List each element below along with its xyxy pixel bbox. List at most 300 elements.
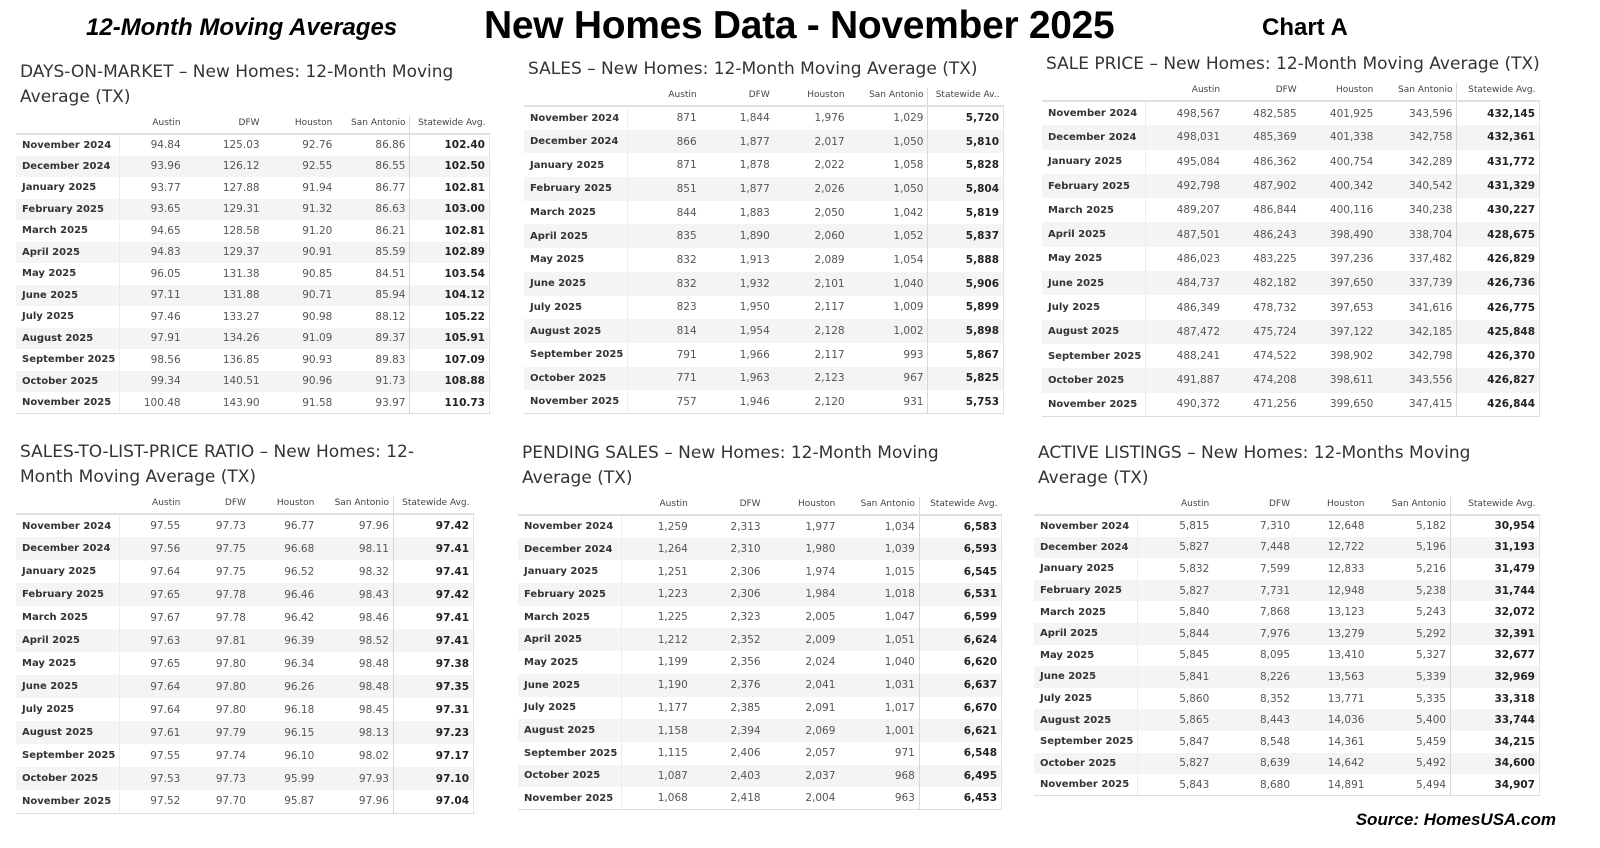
- metro-value: 851: [628, 177, 701, 201]
- chart-label: Chart A: [1262, 14, 1348, 41]
- metro-value: 757: [628, 390, 701, 414]
- metro-value: 2,128: [774, 319, 849, 343]
- metro-value: 86.77: [375, 181, 406, 194]
- metro-value: 1,878: [739, 159, 770, 172]
- metro-value: 2,050: [814, 206, 845, 219]
- table-row: [16, 537, 474, 560]
- statewide-value: 432,361: [1457, 125, 1540, 149]
- metro-value: 1,877: [701, 177, 774, 201]
- month-label: May 2025: [1034, 645, 1138, 667]
- metro-value: 2,306: [692, 583, 765, 606]
- table-row: [524, 153, 1004, 177]
- month-label: July 2025: [1042, 295, 1146, 319]
- metro-value: 97.73: [215, 520, 246, 532]
- metro-value: 5,841: [1138, 666, 1213, 688]
- metro-value: 474,522: [1253, 350, 1297, 363]
- metro-value: 97.78: [215, 611, 246, 624]
- metro-value: 498,567: [1176, 107, 1221, 120]
- metro-value: 14,361: [1327, 735, 1365, 748]
- metro-value: 128.58: [222, 224, 260, 237]
- metro-value: 871: [676, 112, 697, 125]
- metro-value: 2,060: [774, 224, 849, 248]
- metro-value: 13,123: [1327, 606, 1365, 619]
- month-label: October 2025: [1034, 753, 1138, 775]
- statewide-value: 97.10: [393, 767, 473, 790]
- metro-value: 993: [903, 348, 924, 361]
- table-row: [16, 285, 490, 307]
- metro-value: 8,548: [1259, 735, 1291, 748]
- metro-value: 478,732: [1253, 301, 1297, 314]
- statewide-value: 32,677: [1451, 645, 1540, 667]
- metro-value: 1,015: [884, 565, 915, 578]
- month-label: November 2024: [524, 106, 628, 130]
- table-row: [16, 744, 474, 767]
- table-row: [1034, 515, 1540, 537]
- table-header-row: [16, 116, 490, 134]
- metro-value: 134.26: [185, 328, 264, 350]
- statewide-value: 97.35: [393, 675, 473, 698]
- statewide-value: 32,072: [1451, 601, 1540, 623]
- metro-value: 126.12: [185, 156, 264, 178]
- metro-value: 398,490: [1301, 222, 1378, 246]
- metro-value: 96.52: [284, 565, 315, 578]
- table-row: [1042, 174, 1540, 198]
- metro-value: 5,459: [1416, 735, 1447, 748]
- metro-value: 133.27: [222, 310, 260, 323]
- metro-value: 844: [676, 206, 697, 219]
- sale-price-table: [1042, 83, 1540, 417]
- metro-value: 86.86: [375, 139, 406, 152]
- column-header: Houston: [765, 497, 840, 515]
- month-label: November 2024: [16, 134, 120, 156]
- table-row: [16, 721, 474, 744]
- metro-value: 96.15: [250, 721, 318, 744]
- metro-value: 96.42: [284, 611, 315, 624]
- statewide-value: 6,624: [919, 628, 1001, 651]
- metro-value: 1,054: [893, 253, 924, 266]
- month-label: May 2025: [524, 248, 628, 272]
- metro-value: 97.55: [150, 520, 181, 532]
- table-row: [1042, 247, 1540, 271]
- metro-value: 97.11: [120, 285, 185, 307]
- pending-sales-title: PENDING SALES – New Homes: 12-Month Moving Average (TX): [522, 443, 939, 488]
- statewide-value: 426,829: [1457, 247, 1540, 271]
- metro-value: 2,022: [814, 159, 845, 172]
- metro-value: 498,031: [1146, 125, 1224, 149]
- metro-value: 14,642: [1294, 753, 1368, 775]
- metro-value: 5,292: [1368, 623, 1450, 645]
- month-label: May 2025: [16, 652, 120, 675]
- month-label: November 2024: [16, 514, 120, 537]
- statewide-value: 102.81: [410, 177, 490, 199]
- metro-value: 1,977: [805, 520, 836, 533]
- month-label: January 2025: [1034, 558, 1138, 580]
- metro-value: 2,306: [730, 565, 761, 578]
- table-row: [518, 719, 1002, 742]
- metro-value: 5,827: [1138, 753, 1213, 775]
- sale-price-title: SALE PRICE – New Homes: 12-Month Moving Average (TX): [1046, 54, 1540, 74]
- month-label: August 2025: [1034, 709, 1138, 731]
- month-label: November 2024: [518, 515, 622, 538]
- statewide-value: 33,744: [1451, 709, 1540, 731]
- month-label: October 2025: [16, 767, 120, 790]
- metro-value: 871: [676, 159, 697, 172]
- month-label: April 2025: [1042, 222, 1146, 246]
- metro-value: 1,029: [893, 112, 924, 125]
- metro-value: 1,058: [893, 159, 924, 172]
- statewide-value: 426,775: [1457, 295, 1540, 319]
- metro-value: 92.55: [264, 156, 337, 178]
- metro-value: 1,052: [849, 224, 928, 248]
- month-label: June 2025: [16, 675, 120, 698]
- month-label: January 2025: [16, 177, 120, 199]
- metro-value: 131.88: [185, 285, 264, 307]
- statewide-value: 426,827: [1457, 368, 1540, 392]
- month-label: July 2025: [16, 698, 120, 721]
- month-label: November 2025: [16, 392, 120, 414]
- table-row: [16, 629, 474, 652]
- metro-value: 97.75: [184, 537, 250, 560]
- table-row: [1034, 580, 1540, 602]
- table-row: [16, 177, 490, 199]
- metro-value: 2,101: [774, 272, 849, 296]
- table-row: [1034, 601, 1540, 623]
- table-row: [1034, 753, 1540, 775]
- metro-value: 1,009: [893, 301, 924, 314]
- metro-value: 2,376: [692, 674, 765, 697]
- metro-value: 1,225: [657, 611, 688, 624]
- statewide-value: 5,720: [928, 106, 1004, 130]
- metro-value: 1,068: [622, 787, 692, 810]
- metro-value: 96.77: [284, 520, 315, 532]
- metro-value: 485,369: [1224, 125, 1301, 149]
- metro-value: 7,310: [1259, 520, 1291, 533]
- metro-value: 7,731: [1213, 580, 1294, 602]
- metro-value: 814: [628, 319, 701, 343]
- metro-value: 1,047: [884, 611, 915, 624]
- month-label: June 2025: [524, 272, 628, 296]
- month-label: December 2024: [1042, 125, 1146, 149]
- table-row: [16, 514, 474, 537]
- table-row: [1034, 623, 1540, 645]
- metro-value: 963: [839, 787, 919, 810]
- metro-value: 5,243: [1416, 606, 1447, 619]
- statewide-value: 425,848: [1457, 320, 1540, 344]
- table-row: [524, 130, 1004, 154]
- metro-value: 97.80: [215, 657, 246, 670]
- metro-value: 90.71: [264, 285, 337, 307]
- metro-value: 2,313: [730, 520, 761, 533]
- metro-value: 1,264: [622, 538, 692, 561]
- month-label: November 2025: [16, 790, 120, 813]
- month-label: August 2025: [16, 721, 120, 744]
- metro-value: 342,798: [1409, 350, 1453, 363]
- metro-value: 5,238: [1368, 580, 1450, 602]
- statewide-value: 97.41: [393, 606, 473, 629]
- table-row: [1034, 645, 1540, 667]
- metro-value: 1,984: [765, 583, 840, 606]
- metro-value: 96.39: [250, 629, 318, 652]
- statewide-value: 6,495: [919, 765, 1001, 788]
- statewide-value: 108.88: [410, 371, 490, 393]
- metro-value: 342,185: [1377, 320, 1457, 344]
- column-header: Houston: [1294, 497, 1368, 515]
- metro-value: 5,847: [1179, 735, 1210, 748]
- statewide-value: 5,810: [928, 130, 1004, 154]
- statewide-value: 5,828: [928, 153, 1004, 177]
- statewide-value: 97.41: [393, 537, 473, 560]
- table-header-row: [524, 88, 1004, 106]
- metro-value: 337,482: [1409, 252, 1453, 265]
- metro-value: 1,051: [839, 628, 919, 651]
- statewide-value: 34,600: [1451, 753, 1540, 775]
- column-header: Statewide Avg.: [410, 116, 490, 134]
- metro-value: 1,040: [849, 272, 928, 296]
- metro-value: 2,310: [692, 538, 765, 561]
- metro-value: 486,844: [1253, 204, 1297, 217]
- month-label: August 2025: [1042, 320, 1146, 344]
- metro-value: 1,018: [839, 583, 919, 606]
- month-label: June 2025: [1042, 271, 1146, 295]
- column-header: Statewide Avg.: [393, 496, 473, 514]
- metro-value: 484,737: [1146, 271, 1224, 295]
- month-label: December 2024: [1034, 537, 1138, 559]
- month-label: December 2024: [16, 537, 120, 560]
- sales-to-list-ratio-title: SALES-TO-LIST-PRICE RATIO – New Homes: 12-Month Moving Average (TX): [20, 442, 414, 487]
- metro-value: 97.65: [150, 657, 181, 670]
- table-row: [1042, 295, 1540, 319]
- metro-value: 91.32: [264, 199, 337, 221]
- metro-value: 97.55: [150, 749, 181, 762]
- metro-value: 338,704: [1377, 222, 1457, 246]
- row-label-header: [1042, 83, 1146, 101]
- column-header: Statewide Avg.: [1457, 83, 1540, 101]
- metro-value: 97.81: [184, 629, 250, 652]
- month-label: June 2025: [1034, 666, 1138, 688]
- metro-value: 347,415: [1377, 393, 1457, 417]
- month-label: February 2025: [1034, 580, 1138, 602]
- metro-value: 2,117: [814, 348, 845, 361]
- metro-value: 5,492: [1368, 753, 1450, 775]
- table-row: [16, 349, 490, 371]
- month-label: November 2025: [518, 787, 622, 810]
- metro-value: 340,542: [1377, 174, 1457, 198]
- table-row: [524, 106, 1004, 130]
- table-row: [1034, 688, 1540, 710]
- metro-value: 13,410: [1327, 649, 1365, 662]
- table-row: [16, 328, 490, 350]
- metro-value: 400,754: [1329, 155, 1374, 168]
- table-row: [1042, 101, 1540, 125]
- metro-value: 492,798: [1146, 174, 1224, 198]
- row-label-header: [16, 116, 120, 134]
- metro-value: 2,005: [805, 611, 836, 624]
- column-header: DFW: [692, 497, 765, 515]
- statewide-value: 102.81: [410, 220, 490, 242]
- statewide-value: 6,548: [919, 742, 1001, 765]
- month-label: April 2025: [16, 242, 120, 264]
- metro-value: 2,009: [765, 628, 840, 651]
- month-label: April 2025: [524, 224, 628, 248]
- metro-value: 90.98: [302, 310, 333, 323]
- metro-value: 2,385: [730, 701, 761, 714]
- table-row: [518, 651, 1002, 674]
- metro-value: 343,596: [1409, 107, 1453, 120]
- row-label-header: [518, 497, 622, 515]
- metro-value: 1,199: [657, 656, 688, 669]
- metro-value: 12,722: [1294, 537, 1368, 559]
- metro-value: 97.80: [215, 703, 246, 716]
- month-label: August 2025: [16, 328, 120, 350]
- month-label: September 2025: [1042, 344, 1146, 368]
- active-listings-title: ACTIVE LISTINGS – New Homes: 12-Months Moving Average (TX): [1038, 443, 1471, 488]
- month-label: June 2025: [518, 674, 622, 697]
- statewide-value: 97.41: [393, 560, 473, 583]
- table-row: [16, 675, 474, 698]
- metro-value: 98.43: [318, 583, 393, 606]
- table-row: [518, 628, 1002, 651]
- metro-value: 5,339: [1368, 666, 1450, 688]
- metro-value: 5,860: [1179, 692, 1210, 705]
- metro-value: 95.87: [250, 790, 318, 813]
- table-row: [1042, 393, 1540, 417]
- table-row: [524, 272, 1004, 296]
- metro-value: 13,279: [1294, 623, 1368, 645]
- metro-value: 97.93: [318, 767, 393, 790]
- statewide-value: 103.54: [410, 263, 490, 285]
- metro-value: 91.94: [302, 181, 333, 194]
- metro-value: 1,976: [814, 112, 845, 125]
- metro-value: 5,335: [1416, 692, 1447, 705]
- metro-value: 343,556: [1377, 368, 1457, 392]
- sales-panel: [524, 57, 1004, 414]
- metro-value: 5,815: [1179, 520, 1210, 533]
- pending-sales-table: [518, 497, 1002, 810]
- metro-value: 337,739: [1377, 271, 1457, 295]
- metro-value: 399,650: [1301, 393, 1378, 417]
- column-header: Houston: [774, 88, 849, 106]
- table-row: [16, 767, 474, 790]
- table-row: [1034, 709, 1540, 731]
- month-label: May 2025: [1042, 247, 1146, 271]
- table-row: [524, 367, 1004, 391]
- statewide-value: 107.09: [410, 349, 490, 371]
- metro-value: 2,004: [765, 787, 840, 810]
- source-credit: Source: HomesUSA.com: [1355, 810, 1556, 829]
- metro-value: 97.52: [120, 790, 185, 813]
- month-label: May 2025: [518, 651, 622, 674]
- metro-value: 7,448: [1213, 537, 1294, 559]
- month-label: October 2025: [16, 371, 120, 393]
- metro-value: 342,758: [1377, 125, 1457, 149]
- metro-value: 13,771: [1327, 692, 1365, 705]
- statewide-value: 97.42: [393, 514, 473, 537]
- metro-value: 1,913: [739, 253, 770, 266]
- metro-value: 835: [628, 224, 701, 248]
- month-label: November 2025: [524, 390, 628, 414]
- metro-value: 1,177: [657, 701, 688, 714]
- metro-value: 342,289: [1409, 155, 1453, 168]
- page-title: New Homes Data - November 2025: [484, 4, 1115, 47]
- table-row: [518, 583, 1002, 606]
- metro-value: 1,087: [622, 765, 692, 788]
- month-label: March 2025: [518, 606, 622, 629]
- metro-value: 96.34: [284, 657, 315, 670]
- metro-value: 97.64: [150, 565, 181, 578]
- metro-value: 98.32: [358, 565, 389, 578]
- table-row: [1042, 222, 1540, 246]
- metro-value: 482,182: [1224, 271, 1301, 295]
- month-label: April 2025: [16, 629, 120, 652]
- metro-value: 2,323: [730, 611, 761, 624]
- metro-value: 88.12: [375, 310, 406, 323]
- metro-value: 99.34: [120, 371, 185, 393]
- statewide-value: 426,844: [1457, 393, 1540, 417]
- statewide-value: 5,898: [928, 319, 1004, 343]
- metro-value: 5,843: [1138, 774, 1213, 796]
- table-row: [16, 560, 474, 583]
- statewide-value: 34,907: [1451, 774, 1540, 796]
- month-label: January 2025: [16, 560, 120, 583]
- metro-value: 1,883: [739, 206, 770, 219]
- metro-value: 1,050: [849, 130, 928, 154]
- metro-value: 5,327: [1416, 649, 1447, 662]
- table-row: [518, 560, 1002, 583]
- metro-value: 96.10: [284, 749, 315, 762]
- month-label: January 2025: [1042, 150, 1146, 174]
- metro-value: 91.09: [264, 328, 337, 350]
- statewide-value: 6,453: [919, 787, 1001, 810]
- metro-value: 340,238: [1409, 204, 1453, 217]
- metro-value: 93.97: [336, 392, 410, 414]
- metro-value: 89.37: [336, 328, 410, 350]
- month-label: March 2025: [1034, 601, 1138, 623]
- table-row: [16, 220, 490, 242]
- table-row: [16, 306, 490, 328]
- month-label: September 2025: [518, 742, 622, 765]
- days-on-market-panel: [16, 60, 490, 414]
- metro-value: 97.96: [318, 790, 393, 813]
- metro-value: 12,948: [1294, 580, 1368, 602]
- metro-value: 1,890: [701, 224, 774, 248]
- month-label: March 2025: [524, 201, 628, 225]
- table-row: [524, 224, 1004, 248]
- metro-value: 1,963: [701, 367, 774, 391]
- table-row: [16, 652, 474, 675]
- table-row: [518, 538, 1002, 561]
- metro-value: 125.03: [222, 139, 260, 152]
- metro-value: 98.45: [358, 703, 389, 716]
- sales-to-list-ratio-panel: [16, 440, 474, 814]
- statewide-value: 105.91: [410, 328, 490, 350]
- statewide-value: 104.12: [410, 285, 490, 307]
- table-row: [1034, 666, 1540, 688]
- metro-value: 1,115: [657, 747, 688, 760]
- month-label: October 2025: [524, 367, 628, 391]
- statewide-value: 6,621: [919, 719, 1001, 742]
- metro-value: 140.51: [185, 371, 264, 393]
- metro-value: 1,950: [739, 301, 770, 314]
- subtitle-moving-averages: 12-Month Moving Averages: [86, 14, 398, 41]
- table-row: [16, 606, 474, 629]
- metro-value: 91.58: [264, 392, 337, 414]
- metro-value: 92.76: [302, 139, 333, 152]
- metro-value: 471,256: [1224, 393, 1301, 417]
- pending-sales-panel: [518, 441, 1002, 810]
- metro-value: 1,042: [893, 206, 924, 219]
- month-label: November 2024: [1042, 101, 1146, 125]
- metro-value: 474,208: [1224, 368, 1301, 392]
